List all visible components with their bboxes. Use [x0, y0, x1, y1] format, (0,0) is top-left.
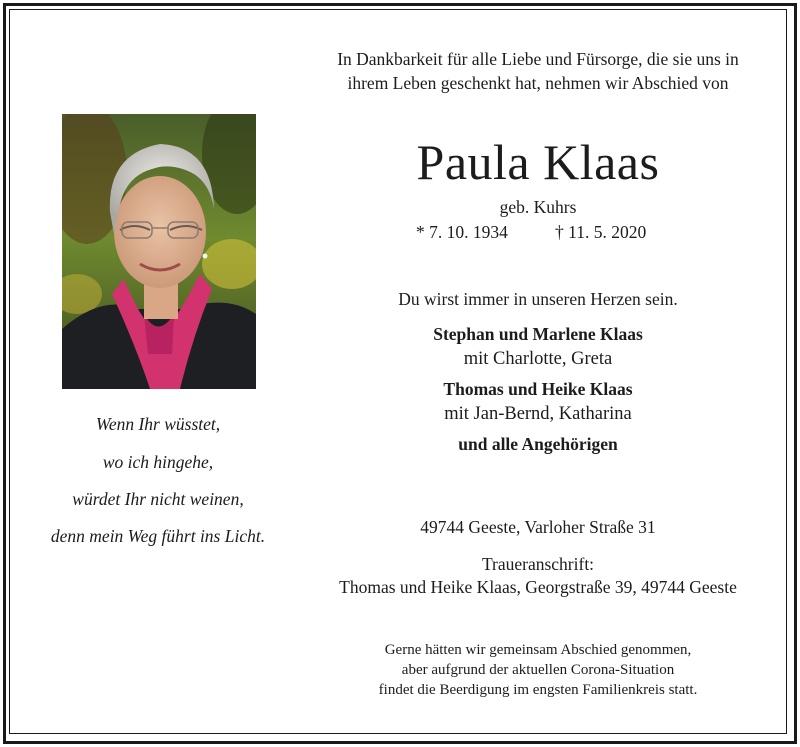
birth-name: geb. Kuhrs	[499, 197, 577, 217]
portrait-photo	[62, 114, 256, 389]
mourning-address: Thomas und Heike Klaas, Georgstraße 39, 49744 Geeste	[339, 577, 737, 597]
intro-line-1: In Dankbarkeit für alle Liebe und Fürsorge, die sie uns in	[337, 49, 739, 69]
intro-line-2: ihrem Leben geschenkt hat, nehmen wir Abschied von	[347, 73, 729, 93]
mourning-address-label: Traueranschrift:	[481, 554, 595, 574]
corona-notice	[300, 640, 776, 700]
notice-line-1: Gerne hätten wir gemeinsam Abschied genommen,	[384, 642, 692, 658]
address: 49744 Geeste, Varloher Straße 31	[420, 517, 656, 537]
poem-line: Wenn Ihr wüsstet,	[95, 414, 221, 434]
family-line: Thomas und Heike Klaas	[443, 379, 633, 399]
birth-date: * 7. 10. 1934	[416, 222, 508, 242]
family-line: mit Charlotte, Greta	[463, 349, 613, 369]
notice-line-2: aber aufgrund der aktuellen Corona-Situation	[401, 662, 675, 678]
family-line: mit Jan-Bernd, Katharina	[444, 404, 632, 424]
family-line: Stephan und Marlene Klaas	[433, 324, 643, 344]
notice-line-3: findet die Beerdigung im engsten Familienkreis statt.	[378, 682, 698, 698]
deceased-name: Paula Klaas	[416, 134, 660, 190]
poem-line: wo ich hingehe,	[102, 452, 214, 472]
poem-line: würdet Ihr nicht weinen,	[72, 489, 244, 509]
family-line: und alle Angehörigen	[458, 434, 618, 454]
intro-text	[300, 47, 776, 95]
poem-line: denn mein Weg führt ins Licht.	[50, 526, 266, 546]
message: Du wirst immer in unseren Herzen sein.	[398, 289, 678, 309]
death-date: † 11. 5. 2020	[555, 222, 647, 242]
